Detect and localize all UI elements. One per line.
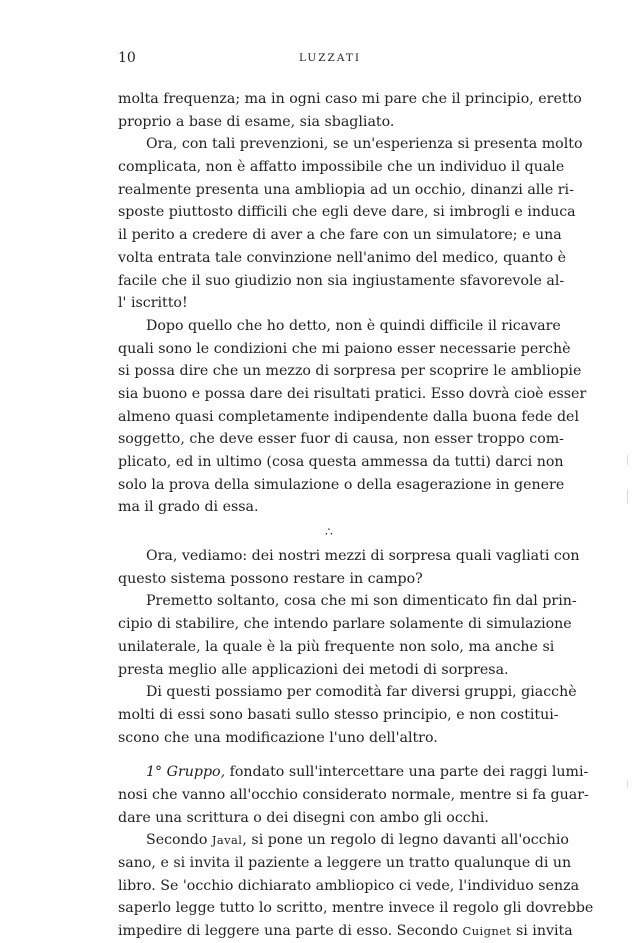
text-line: complicata, non è affatto impossibile che un individuo il quale — [118, 159, 565, 176]
text-line: libro. Se 'occhio dichiarato ambliopico ci vede, l'individuo senza — [118, 877, 580, 894]
text-run: Secondo — [146, 832, 208, 849]
text-line: quali sono le condizioni che mi paiono esser necessarie perchè — [118, 340, 571, 357]
text-line: proprio a base di esame, sia sbagliato. — [118, 113, 395, 130]
text-run: , si pone un regolo di legno davanti all'occhio — [242, 832, 569, 849]
text-line: Di questi possiamo per comodità far diversi gruppi, giacchè — [146, 684, 577, 701]
text-line: facile che il suo giudizio non sia ingiustamente sfavorevole al- — [118, 272, 565, 289]
text-run: fondato sull'intercettare una parte dei raggi lumi- — [229, 764, 589, 781]
group-label: 1° Gruppo, — [146, 764, 226, 781]
text-run: si invita — [515, 923, 573, 940]
author-name: Cuignet — [462, 924, 512, 939]
text-line: ma il grado di essa. — [118, 499, 259, 516]
text-line: Ora, con tali prevenzioni, se un'esperienza si presenta molto — [146, 136, 583, 153]
text-line: si possa dire che un mezzo di sorpresa per scoprire le ambliopie — [118, 363, 582, 380]
text-line: presta meglio alle applicazioni dei metodi di sorpresa. — [118, 661, 509, 678]
text-line: Premetto soltanto, cosa che mi son dimenticato fin dal prin- — [146, 593, 577, 610]
text-line: sposte piuttosto difficili che egli deve dare, si imbrogli e induca — [118, 204, 576, 221]
text-line — [118, 829, 569, 852]
text-line: il perito a credere di aver a che fare con un simulatore; e una — [118, 227, 562, 244]
running-head: LUZZATI — [299, 52, 361, 64]
text-line: molti di essi sono basati sullo stesso principio, e non costitui- — [118, 706, 559, 723]
text-line: solo la prova della simulazione o della esagerazione in genere — [118, 476, 565, 493]
text-line: volta entrata tale convinzione nell'animo del medico, quanto è — [118, 249, 567, 266]
page-number: 10 — [118, 50, 136, 66]
text-line: almeno quasi completamente indipendente dalla buona fede del — [118, 408, 579, 425]
paragraph-gap — [118, 749, 542, 761]
text-line: plicato, ed in ultimo (cosa questa ammessa da tutti) darci non — [118, 454, 564, 470]
text-line: scono che una modificazione l'uno dell'altro. — [118, 729, 438, 746]
body-text — [118, 88, 594, 943]
text-line: saperlo legge tutto lo scritto, mentre invece il regolo gli dovrebbe — [118, 900, 594, 917]
text-run: impedire di leggere una parte di esso. Secondo — [118, 923, 459, 940]
scan-artifact — [627, 780, 628, 788]
page-header — [118, 50, 542, 70]
text-line: unilaterale, la quale è la più frequente non solo, ma anche si — [118, 638, 555, 655]
text-line: soggetto, che deve esser fuor di causa, non esser troppo com- — [118, 431, 564, 448]
text-line: realmente presenta una ambliopia ad un occhio, dinanzi alle ri- — [118, 181, 574, 198]
text-line: l' iscritto! — [118, 295, 188, 312]
author-name: Javal — [211, 833, 243, 848]
scan-artifact — [627, 490, 628, 504]
text-line: questo sistema possono restare in campo? — [118, 570, 423, 587]
text-line: cipio di stabilire, che intendo parlare solamente di simulazione — [118, 616, 572, 633]
text-line: sano, e si invita il paziente a leggere un tratto qualunque di un — [118, 855, 572, 871]
scan-artifact — [627, 455, 628, 465]
text-line — [118, 761, 589, 784]
text-line — [118, 920, 573, 943]
text-line: Ora, vediamo: dei nostri mezzi di sorpresa quali vagliati con — [146, 548, 580, 565]
text-line: molta frequenza; ma in ogni caso mi pare che il principio, eretto — [118, 91, 582, 107]
text-line: Dopo quello che ho detto, non è quindi difficile il ricavare — [146, 317, 561, 334]
section-separator: ∴ — [325, 525, 335, 540]
text-line: dare una scrittura o dei disegni con ambo gli occhi. — [118, 809, 489, 826]
text-line: nosi che vanno all'occhio considerato normale, mentre si fa guar- — [118, 786, 589, 803]
text-line: sia buono e possa dare dei risultati pratici. Esso dovrà cioè esser — [118, 385, 587, 402]
